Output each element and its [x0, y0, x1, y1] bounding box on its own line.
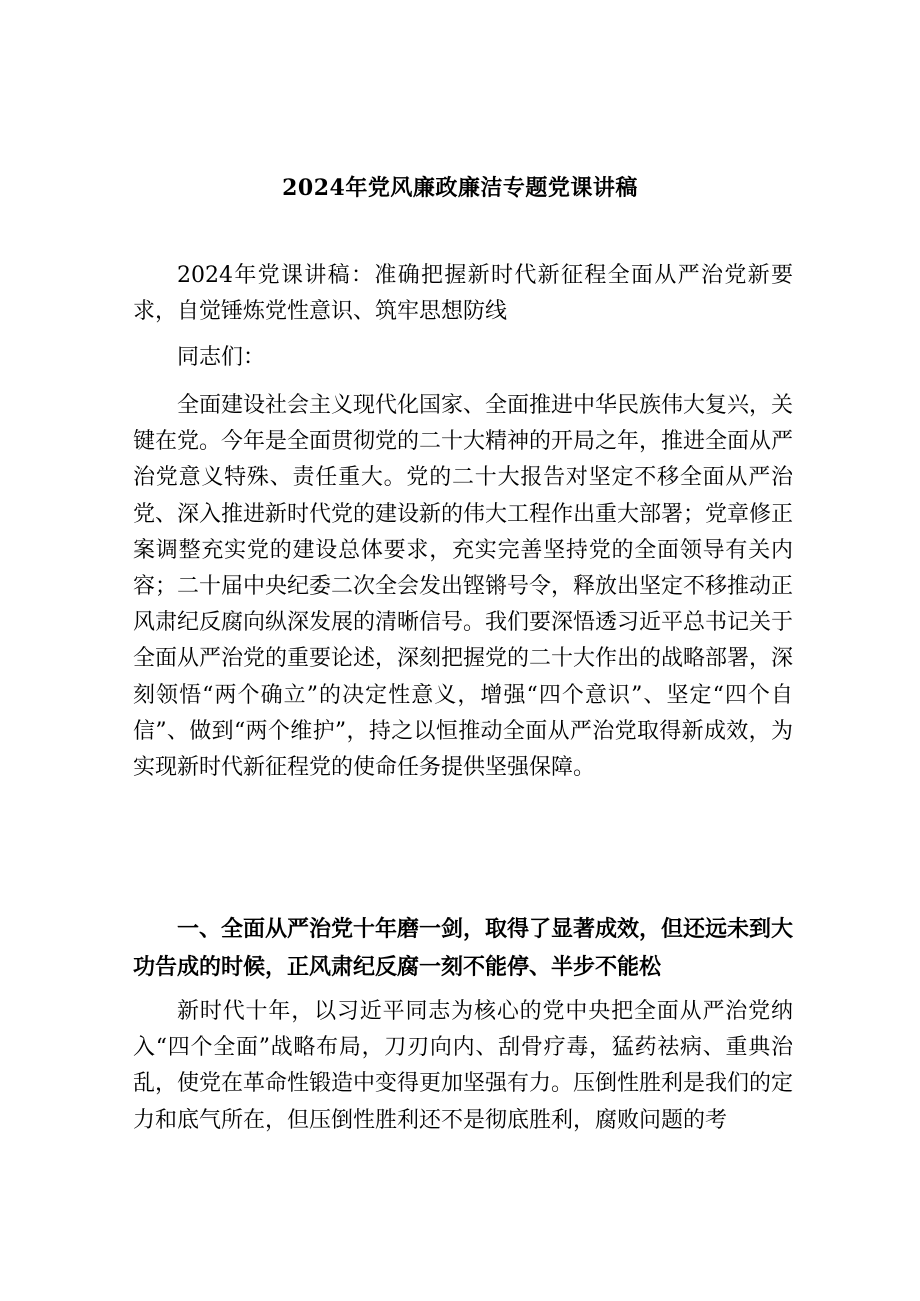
greeting: 同志们： [177, 345, 266, 370]
lecture-subtitle: 2024年党课讲稿：准确把握新时代新征程全面从严治党新要求，自觉锤炼党性意识、筑牢思想防线 [133, 263, 793, 325]
body-paragraph: 新时代十年，以习近平同志为核心的党中央把全面从严治党纳入“四个全面”战略布局，刀刃向内、刮骨疗毒，猛药祛病、重典治乱，使党在革命性锻造中变得更加坚强有力。压倒性胜利是我们的定力和底气所在，但压倒性胜利还不是彻底胜利，腐败问题的考 [133, 999, 794, 1133]
document-title: 2024年党风廉政廉洁专题党课讲稿 [282, 175, 638, 201]
section-heading: 一、全面从严治党十年磨一剑，取得了显著成效，但还远未到大功告成的时候，正风肃纪反腐一刻不能停、半步不能松 [133, 916, 794, 980]
body-paragraph: 全面建设社会主义现代化国家、全面推进中华民族伟大复兴，关键在党。今年是全面贯彻党的二十大精神的开局之年，推进全面从严治党意义特殊、责任重大。党的二十大报告对坚定不移全面从严治党、深入推进新时代党的建设新的伟大工程作出重大部署；党章修正案调整充实党的建设总体要求，充实完善坚持党的全面领导有关内容；二十届中央纪委二次全会发出铿锵号令，释放出坚定不移推动正风肃纪反腐向纵深发展的清晰信号。我们要深悟透习近平总书记关于全面从严治党的重要论述，深刻把握党的二十大作出的战略部署，深刻领悟“两个确立”的决定性意义，增强“四个意识”、坚定“四个自信”、做到“两个维护”，持之以恒推动全面从严治党取得新成效，为实现新时代新征程党的使命任务提供坚强保障。 [133, 393, 794, 781]
